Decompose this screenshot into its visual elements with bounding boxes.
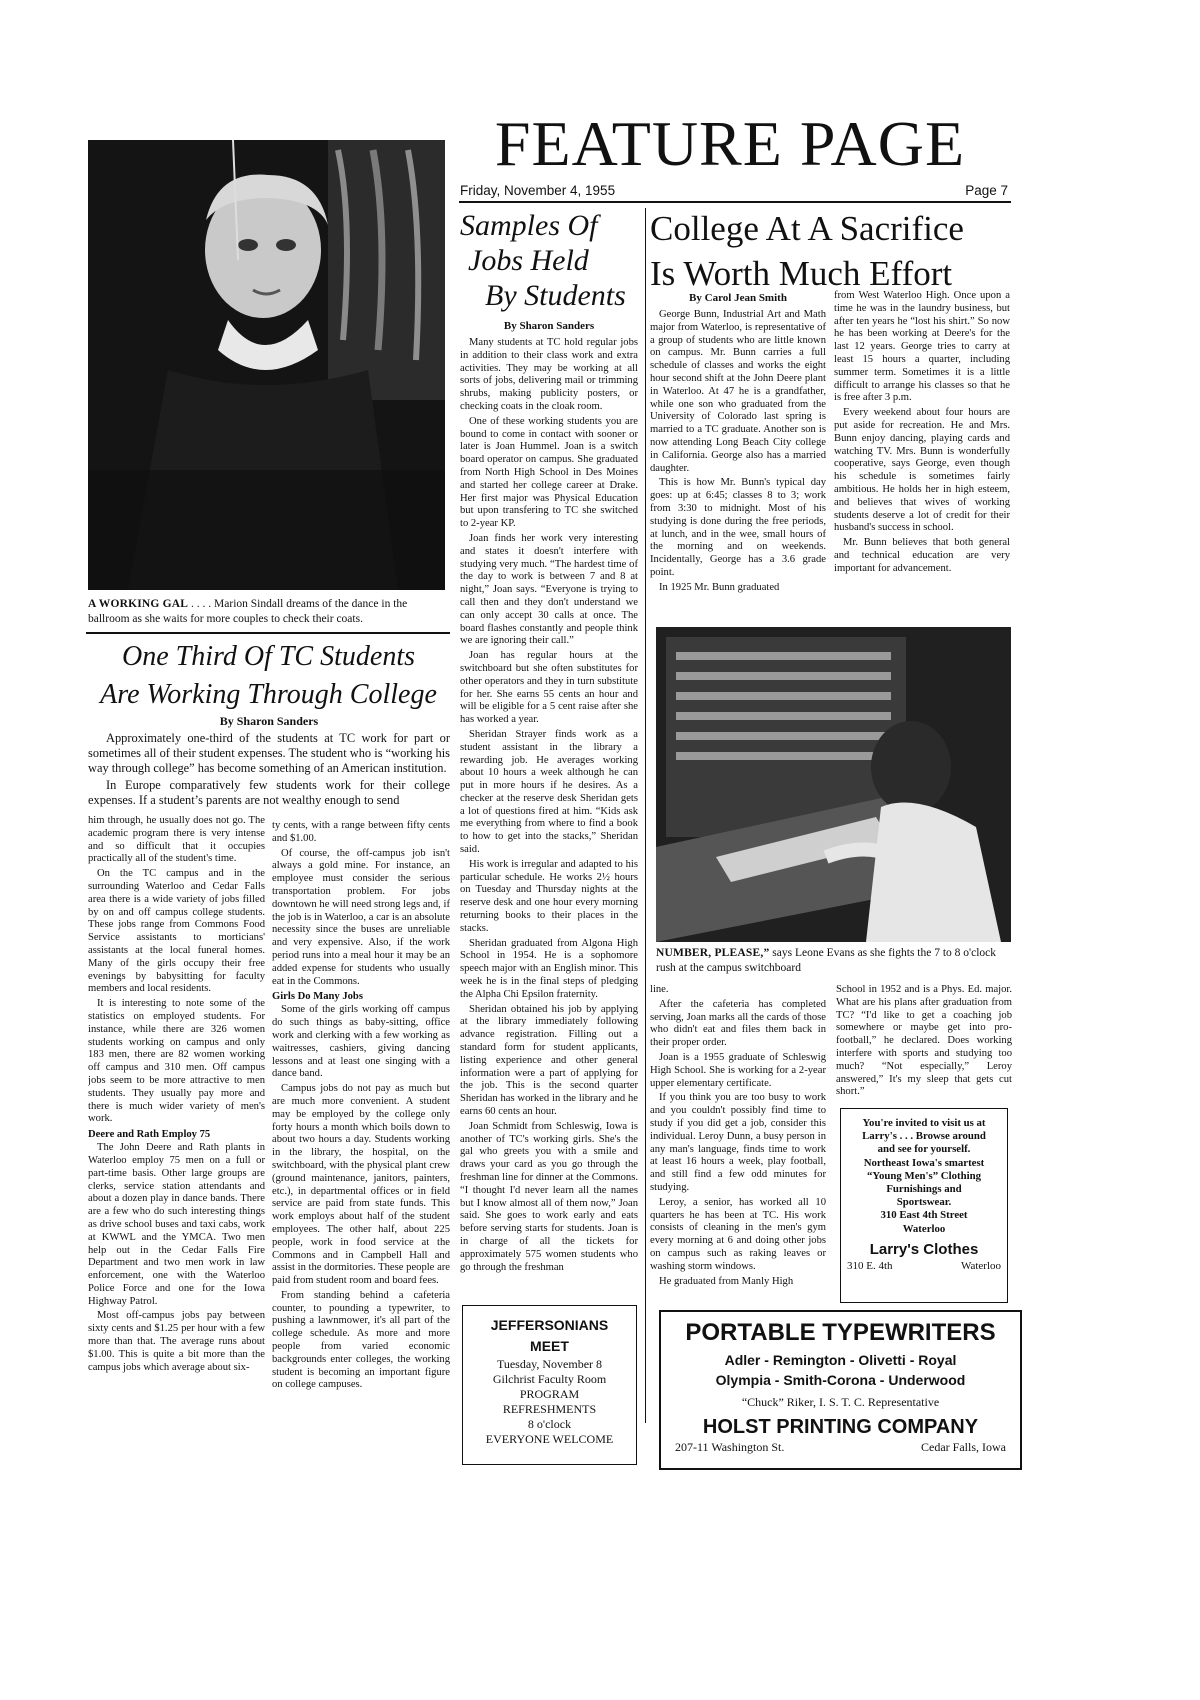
caption-lead: A WORKING GAL — [88, 598, 189, 610]
typewriters-brands-1: Adler - Remington - Olivetti - Royal — [724, 1352, 957, 1368]
switchboard-photo — [656, 627, 1011, 942]
one-third-headline-line2: Are Working Through College — [100, 679, 437, 710]
paragraph: Joan has regular hours at the switchboard but she often substitutes for other operators and they in turn substitute for her. She earns 55 cents an hour and will be eligible for a 5 cent raise after she has worked a year. — [460, 650, 638, 726]
jeffersonians-title: JEFFERSONIANS — [490, 1317, 609, 1333]
switchboard-caption — [656, 946, 1016, 976]
one-third-column-2 — [272, 820, 450, 1487]
typewriters-city: Cedar Falls, Iowa — [921, 1440, 1006, 1454]
caption-text: . . . . Marion Sindall dreams of the dance in the ballroom as she waits for more couples to check their coats. — [88, 598, 408, 625]
paragraph: Most off-campus jobs pay between sixty cents and $1.25 per hour with a few more than that. The average runs about $1.00. This is quite a bit more than the campus jobs which average about six- — [88, 1310, 265, 1373]
larrys-clothes-ad — [840, 1108, 1008, 1303]
paragraph: ty cents, with a range between fifty cents and $1.00. — [272, 820, 450, 844]
working-gal-illustration — [88, 140, 445, 590]
portable-typewriters-ad — [659, 1310, 1022, 1470]
paragraph: him through, he usually does not go. The academic program there is very intense and so difficult that it occupies practically all of the student's time. — [88, 815, 265, 865]
one-third-byline: By Sharon Sanders — [219, 714, 319, 728]
typewriters-title: PORTABLE TYPEWRITERS — [685, 1319, 996, 1346]
samples-byline: By Sharon Sanders — [503, 320, 595, 332]
paragraph: In 1925 Mr. Bunn graduated — [659, 581, 780, 593]
paragraph: The John Deere and Rath plants in Waterloo employ 75 men on a full or part-time basis. Other large groups are clerks, service station attendants and about a dozen play in dance bands. There are a few who do such interesting things as drive school buses and taxi cabs, work at KWWL and the YMCA. Two men help out in the Cedar Falls Fire Department and two men work in law enforcement, one with the Waterloo Police Force and one for the Iowa Highway Patrol. — [88, 1142, 265, 1307]
sacrifice-column-2 — [834, 290, 1010, 622]
page-number: Page 7 — [965, 183, 1008, 198]
ad-line: 310 East 4th Street — [880, 1209, 968, 1222]
paragraph: Sheridan Strayer finds work as a student assistant in the library a rewarding job. He averages working about 10 hours a week although he can put in more hours if he desires. As a checker at the reserve desk Sheridan gets a lot of questions fired at him. “Kids ask me everything from where to find a book to how to get into the stacks,” Sheridan said. — [460, 728, 638, 856]
samples-headline-line2: Jobs Held — [468, 244, 589, 277]
ad-line: Furnishings and — [886, 1183, 962, 1196]
samples-continued-column-1 — [650, 984, 826, 1306]
subhead: Deere and Rath Employ 75 — [88, 1129, 211, 1141]
ad-line: and see for yourself. — [877, 1143, 971, 1156]
one-third-lead — [88, 714, 450, 814]
paragraph: Joan Schmidt from Schleswig, Iowa is another of TC's working girls. She's the gal who greets you with a smile and draws your card as you go through the freshman line for dinner at the Commons. “I thought I'd never learn all the names but I know almost all of them now,” Joan said. She goes to work early and eats before serving starts for students. Joan is in charge of all the tickets for approximately 575 women students who go through the freshman — [460, 1120, 638, 1273]
paragraph: Joan finds her work very interesting and states it doesn't interfere with studying very much. “The hardest time of the day to work is between 7 and 8 at night,” Joan says. “Everyone is trying to call then and they don't understand we can only accept 30 calls at once. The board flashes constantly and people think we are ignoring their call.” — [460, 532, 638, 647]
jeffersonians-welcome: EVERYONE WELCOME — [485, 1432, 614, 1446]
paragraph: His work is irregular and adapted to his particular schedule. He works 2½ hours on Tuesday and Thursday nights at the reserve desk and one hour every morning returning books to their places in the stacks. — [460, 858, 638, 934]
ad-line: You're invited to visit us at — [862, 1117, 986, 1129]
ad-line: Northeast Iowa's smartest — [863, 1156, 985, 1169]
paragraph: Approximately one-third of the students at TC work for part or sometimes all of their student expenses. The student who is “working his way through college” has become something of an American institution. — [88, 731, 450, 775]
paragraph: Mr. Bunn believes that both general and technical education are very important for advancement. — [834, 537, 1010, 574]
paragraph: from West Waterloo High. Once upon a time he was in the laundry business, but after ten years he “lost his shirt.” So now he has been working at Deere's for the last 12 years. George tries to carry at least 15 hours a quarter, including summer term. Sometimes it is a little difficult to arrange his classes so that he is free after 3 p.m. — [834, 290, 1010, 404]
paragraph: Sheridan graduated from Algona High School in 1954. He is a sophomore speech major with an English minor. This week he is in the final steps of pledging the Alpha Chi Epsilon fraternity. — [460, 937, 638, 1000]
paragraph: Every weekend about four hours are put aside for recreation. He and Mrs. Bunn enjoy dancing, playing cards and watching TV. Mrs. Bunn is wonderfully cooperative, says George, even though his schedule is sometimes fairly ambitious. He holds her in high esteem, and believes that wives of working students deserve a lot of credit for their husband's success in school. — [834, 407, 1010, 534]
paragraph: It is interesting to note some of the statistics on employed students. For instance, while there are 326 women students working on campus and only 183 men, there are 82 women working off campus and 310 men. Off campus jobs seem to be more attractive to men students. They usually pay more and there is much wider variety of men's work. — [88, 998, 265, 1125]
paragraph: Many students at TC hold regular jobs in addition to their class work and extra activities. They may be working at all sorts of jobs, delivering mail or trimming shrubs, making publicity posters, or checking coats in the cloak room. — [460, 337, 638, 412]
jeffersonians-time: 8 o'clock — [527, 1417, 572, 1431]
jeffersonians-ad — [462, 1305, 637, 1465]
typewriters-company: HOLST PRINTING COMPANY — [702, 1416, 979, 1438]
typewriters-brands-2: Olympia - Smith-Corona - Underwood — [715, 1372, 966, 1388]
larrys-address: 310 E. 4th — [847, 1260, 893, 1273]
jeffersonians-date: Tuesday, November 8 — [496, 1357, 603, 1371]
paragraph: From standing behind a cafeteria counter, to pounding a typewriter, to pushing a lawnmower, it's all part of the college schedule. As more and more people from varied economic backgrounds enter colleges, the working student is becoming an important figure on college campuses. — [272, 1289, 450, 1391]
jeffersonians-refreshments: REFRESHMENTS — [502, 1402, 597, 1416]
typewriters-street: 207-11 Washington St. — [675, 1440, 785, 1454]
ad-line: Waterloo — [902, 1222, 946, 1235]
paragraph: If you think you are too busy to work and you couldn't possibly find time to study if you did get a job, consider this individual. Leroy Dunn, a busy person in any man's language, finds time to work at least 16 hours a week, play football, and still find a few odd minutes for studying. — [650, 1092, 826, 1193]
paragraph: After the cafeteria has completed serving, Joan marks all the cards of those who didn't eat and files them back in their proper order. — [650, 998, 826, 1049]
samples-headline-line3: By Students — [485, 279, 626, 312]
one-third-headline — [86, 638, 451, 714]
column-rule — [645, 208, 646, 1423]
working-gal-caption — [88, 597, 448, 627]
larrys-city: Waterloo — [960, 1260, 1001, 1273]
caption-text: says Leone Evans as she fights the 7 to 8 o'clock rush at the campus switchboard — [656, 947, 997, 974]
paragraph: This is how Mr. Bunn's typical day goes: up at 6:45; classes 8 to 3; work from 3:30 to midnight. Most of his studying is done during the free periods, at lunch, and in the wee, small hours of the morning and on weekends. Incidentally, George has a 3.6 grade point. — [650, 477, 826, 578]
samples-headline-line1: Samples Of — [460, 209, 598, 242]
paragraph: George Bunn, Industrial Art and Math major from Waterloo, is representative of a group of students who are little known on campus. Mr. Bunn carries a full schedule of classes and works the eight hour second shift at the John Deere plant in Waterloo. At 47 he is a grandfather, while one son who graduated from the University of Colorado last spring is married to a TC graduate. Another son is now attending Long Beach City college in California. George also has a married daughter. — [650, 309, 826, 474]
jeffersonians-meet: MEET — [530, 1338, 569, 1354]
sacrifice-byline: By Carol Jean Smith — [689, 292, 787, 304]
jeffersonians-place: Gilchrist Faculty Room — [492, 1372, 607, 1386]
sacrifice-column-1 — [650, 290, 826, 622]
paragraph: Campus jobs do not pay as much but are much more convenient. A student may be employed by the college only forty hours a month which boils down to about two hours a day. Students working in the library, the hospital, on the switchboard, with the physical plant crew (ground maintenance, janitors, painters, etc.), in departmental offices or in field service are paid from state funds. This work employs about half of the student employees. The other half, about 225 people, work in food service at the Commons and in Campbell Hall and assist in the dormitories. These people are paid from student room and board fees. — [272, 1083, 450, 1287]
caption-lead: NUMBER, PLEASE,” — [656, 947, 770, 959]
paragraph: Leroy, a senior, has worked all 10 quarters he has been at TC. His work consists of cleaning in the men's gym every morning at 6 and doing other jobs on campus such as raking leaves or washing storm windows. — [650, 1196, 826, 1272]
divider — [86, 632, 450, 634]
paragraph: He graduated from Manly High — [659, 1275, 794, 1287]
ad-line: Larry's . . . Browse around — [862, 1130, 986, 1143]
ad-line: “Young Men's” Clothing — [867, 1169, 981, 1182]
sacrifice-headline — [650, 206, 1010, 296]
masthead-date: Friday, November 4, 1955 — [460, 183, 616, 198]
subhead: Girls Do Many Jobs — [272, 991, 363, 1003]
typewriters-representative: “Chuck” Riker, I. S. T. C. Representative — [741, 1395, 940, 1409]
sacrifice-headline-line1: College At A Sacrifice — [650, 209, 964, 248]
one-third-headline-line1: One Third Of TC Students — [122, 641, 415, 672]
paragraph: On the TC campus and in the surrounding Waterloo and Cedar Falls area there is a wide variety of jobs filled by on and off campus college students. These jobs range from Commons Food Service assistants to morticians' assistants at the local funeral homes. Many of the girls occupy their free evenings by babysitting for faculty members and local residents. — [88, 868, 265, 995]
paragraph: Joan is a 1955 graduate of Schleswig High School. She is working for a 2-year upper elementary certificate. — [650, 1051, 826, 1089]
sacrifice-headline-line2: Is Worth Much Effort — [650, 254, 953, 293]
larrys-name: Larry's Clothes — [869, 1240, 979, 1258]
paragraph: In Europe comparatively few students work for their college expenses. If a student’s parents are not wealthy enough to send — [88, 778, 450, 807]
paragraph: Of course, the off-campus job isn't always a gold mine. For instance, an employee must consider the serious transportation problem. For jobs downtown he will need strong legs and, if the job is in Waterloo, a car is an absolute necessity since the buses are unreliable and very expensive. Also, if the work period runs into a meal hour it may be an added expense for students who usually eat in the Commons. — [272, 847, 450, 987]
one-third-column-1 — [88, 815, 265, 1487]
paragraph: Some of the girls working off campus do such things as baby-sitting, office work and clerking with a few working as waitresses, cashiers, giving dancing lessons and at least one singing with a dance band. — [272, 1004, 450, 1080]
ad-line: Sportswear. — [896, 1196, 952, 1209]
paragraph: School in 1952 and is a Phys. Ed. major. What are his plans after graduation from TC? “I'd like to get a coaching job somewhere or maybe get into pro-football,” he declared. Does working interfere with sports and studying too much? “Not especially,” Leroy answered,” It's my sleep that gets cut short.” — [836, 984, 1012, 1096]
working-gal-photo — [88, 140, 445, 590]
masthead-title: FEATURE PAGE — [494, 108, 966, 179]
paragraph: line. — [650, 984, 669, 995]
samples-headline — [460, 208, 640, 313]
samples-continued-column-2 — [836, 984, 1012, 1096]
paragraph: One of these working students you are bound to come in contact with sooner or later is Joan Hummel. Joan is a switch board operator on campus. She graduated from North High School in Des Moines and started her college career at Drake. Her first major was Physical Education but upon transfering to TC she switched to 2-year KP. — [460, 415, 638, 530]
paragraph: Sheridan obtained his job by applying at the library immediately following advance registration. Filling out a standard form for student applicants, listing experience and other general information were a part of applying for the job. This is the second quarter Sheridan has worked in the library and he earns 60 cents an hour. — [460, 1003, 638, 1118]
masthead-rule — [459, 201, 1011, 203]
jeffersonians-program: PROGRAM — [519, 1387, 580, 1401]
switchboard-illustration — [656, 627, 1011, 942]
